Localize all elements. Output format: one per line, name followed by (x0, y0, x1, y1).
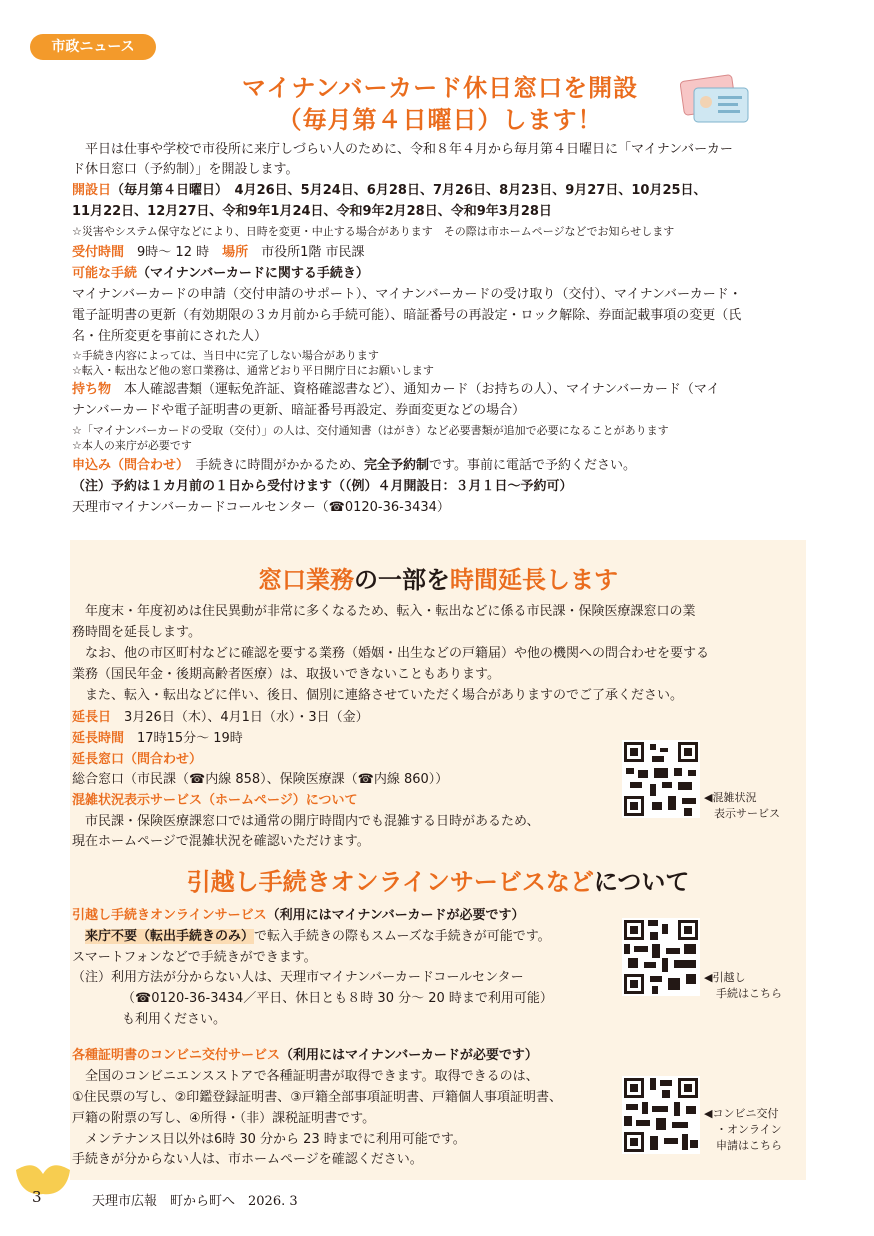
footer-text: 天理市広報 町から町へ 2026. 3 (92, 1194, 298, 1209)
procedures-heading (72, 264, 812, 284)
procedures-line2: 電子証明書の更新（有効期限の３カ月前から手続可能）、暗証番号の再設定・ロック解除、券面記載事項の変更（氏 (72, 308, 742, 323)
qr-code-moving[interactable] (622, 918, 700, 996)
section3-title-b: について (593, 868, 690, 896)
open-days-dates1: 4月26日、5月24日、6月28日、7月26日、8月23日、9月27日、10月25日、 (221, 183, 707, 198)
qr-moving-caption1: ◀引越し (704, 971, 746, 984)
section2-title (70, 560, 806, 595)
place-value: 市役所1階 市民課 (248, 245, 365, 260)
conv-heading (72, 1046, 812, 1066)
hours-row (72, 243, 812, 263)
ext-days-label: 延長日 (72, 710, 112, 725)
items-note2: ☆本人の来庁が必要です (72, 439, 192, 452)
procedures-note1: ☆手続き内容によっては、当日中に完了しない場合があります (72, 349, 379, 362)
qr-crowd-caption1: ◀混雑状況 (704, 791, 757, 804)
ginkgo-leaf-icon (14, 1160, 72, 1218)
online-line3: （注）利用方法が分からない人は、天理市マイナンバーカードコールセンター (72, 970, 524, 985)
intro-line2: ド休日窓口（予約制）」を開設します。 (72, 162, 299, 177)
place-label: 場所 (222, 245, 249, 260)
page-title-line1: マイナンバーカード休日窓口を開設 (241, 74, 639, 102)
section2-title-a: 窓口業務 (258, 566, 354, 594)
page-number: 3 (32, 1188, 42, 1206)
open-days-dates2: 11月22日、12月27日、令和9年1月24日、令和9年2月28日、令和9年3月28日 (72, 204, 552, 219)
ext-window-value: 総合窓口（市民課（☎内線 858）、保険医療課（☎内線 860）） (72, 772, 449, 787)
section2-title-b: の一部を (354, 566, 450, 594)
qr-code-crowd[interactable] (622, 740, 700, 818)
procedures-note2: ☆転入・転出など他の窓口業務は、通常どおり平日開庁日にお願いします (72, 364, 434, 377)
conv-line3: 戸籍の附票の写し、④所得・（非）課税証明書です。 (72, 1111, 376, 1126)
reserve-note: （注）予約は１カ月前の１日から受付けます（（例）４月開設日：３月１日～予約可） (72, 479, 573, 494)
conv-line5: 手続きが分からない人は、市ホームページを確認ください。 (72, 1152, 423, 1167)
section3-title (70, 862, 806, 897)
open-days-note: ☆災害やシステム保守などにより、日時を変更・中止する場合があります その際は市ホームページなどでお知らせします (72, 225, 675, 238)
procedures-label: 可能な手続 (72, 266, 138, 281)
ext-window-label: 延長窓口（問合わせ） (72, 752, 203, 767)
conv-line4: メンテナンス日以外は6時 30 分から 23 時までに利用可能です。 (85, 1132, 466, 1147)
hours-label: 受付時間 (72, 245, 125, 260)
section2-title-c: 時間延長します (450, 566, 618, 594)
ext-time-row (72, 729, 812, 749)
conv-label: 各種証明書のコンビニ交付サービス (72, 1048, 281, 1063)
conv-line1: 全国のコンビニエンスストアで各種証明書が取得できます。取得できるのは、 (85, 1069, 539, 1084)
crowd-line1: 市民課・保険医療課窓口では通常の開庁時間内でも混雑する日時があるため、 (85, 814, 540, 829)
qr-code-convenience[interactable] (622, 1076, 700, 1154)
s2-p2b: 業務（国民年金・後期高齢者医療）は、取扱いできないこともあります。 (72, 667, 500, 682)
qr-crowd-caption2: 表示サービス (714, 807, 780, 820)
online-text1: で転入手続きの際もスムーズな手続きが可能です。 (254, 929, 551, 944)
qr-conv-caption3: 申請はこちら (716, 1139, 782, 1152)
online-line2: スマートフォンなどで手続きができます。 (72, 950, 317, 965)
apply-row (72, 456, 812, 476)
crowd-line2: 現在ホームページで混雑状況を確認いただけます。 (72, 834, 370, 849)
open-days-row (72, 181, 812, 201)
intro-line1: 平日は仕事や学校で市役所に来庁しづらい人のために、令和８年４月から毎月第４日曜日に「マイナンバーカー (85, 142, 733, 157)
qr-conv-caption2: ・オンライン (716, 1123, 782, 1136)
section3-title-a: 引越し手続きオンラインサービスなど (186, 868, 594, 896)
online-line4: （☎0120-36-3434／平日、休日とも８時 30 分～ 20 時まで利用可能） (122, 991, 553, 1006)
ext-time-value: 17時15分～ 19時 (124, 731, 243, 746)
hours-value: 9時～ 12 時 (124, 245, 223, 260)
id-cards-icon (680, 72, 750, 126)
online-sub: （利用にはマイナンバーカードが必要です） (266, 908, 525, 923)
qr-conv-caption1: ◀コンビニ交付 (704, 1107, 779, 1120)
items-line1: 本人確認書類（運転免許証、資格確認書など）、通知カード（お持ちの人）、マイナンバーカード（マイ (111, 382, 720, 397)
section-tag: 市政ニュース (30, 34, 156, 60)
items-line2: ナンバーカードや電子証明書の更新、暗証番号再設定、券面変更などの場合） (72, 403, 526, 418)
callcenter: 天理市マイナンバーカードコールセンター（☎0120-36-3434） (72, 500, 450, 515)
s2-p1b: 務時間を延長します。 (72, 625, 201, 640)
apply-text: 手続きに時間がかかるため、 (182, 458, 364, 473)
online-line5: も利用ください。 (122, 1012, 227, 1027)
procedures-line3: 名・住所変更を事前にされた人） (72, 329, 268, 344)
s2-p3: また、転入・転出などに伴い、後日、個別に連絡させていただく場合がありますのでご了承ください。 (85, 688, 684, 703)
items-label: 持ち物 (72, 382, 112, 397)
conv-line2: ①住民票の写し、②印鑑登録証明書、③戸籍全部事項証明書、戸籍個人事項証明書、 (72, 1090, 562, 1105)
open-days-sub: （毎月第４日曜日） (111, 183, 222, 198)
open-days-label: 開設日 (72, 183, 112, 198)
crowd-label: 混雑状況表示サービス（ホームページ）について (72, 793, 358, 808)
online-bold: 来庁不要（転出手続きのみ） (85, 929, 255, 944)
qr-moving-caption2: 手続はこちら (716, 987, 782, 1000)
ext-time-label: 延長時間 (72, 731, 125, 746)
conv-sub: （利用にはマイナンバーカードが必要です） (280, 1048, 538, 1063)
ext-days-row (72, 708, 812, 728)
online-label: 引越し手続きオンラインサービス (72, 908, 267, 923)
ext-days-value: 3月26日（木）、4月1日（水）・3日（金） (111, 710, 369, 725)
procedures-sub: （マイナンバーカードに関する手続き） (137, 266, 369, 281)
page-title-line2: （毎月第４日曜日）します！ (277, 106, 603, 134)
online-heading (72, 906, 812, 926)
apply-label: 申込み（問合わせ） (72, 458, 183, 473)
procedures-line1: マイナンバーカードの申請（交付申請のサポート）、マイナンバーカードの受け取り（交付）、マイナンバーカード・ (72, 287, 742, 302)
items-note1: ☆「マイナンバーカードの受取（交付）」の人は、交付通知書（はがき）など必要書類が追加で必要になることがあります (72, 424, 669, 437)
items-row (72, 380, 812, 400)
apply-text2: です。事前に電話で予約ください。 (429, 458, 636, 473)
online-line1 (72, 927, 812, 947)
s2-p2a: なお、他の市区町村などに確認を要する業務（婚姻・出生などの戸籍届）や他の機関への問合わせを要する (85, 646, 710, 661)
s2-p1a: 年度末・年度初めは住民異動が非常に多くなるため、転入・転出などに係る市民課・保険医療課窓口の業 (85, 604, 696, 619)
apply-bold: 完全予約制 (364, 458, 430, 473)
